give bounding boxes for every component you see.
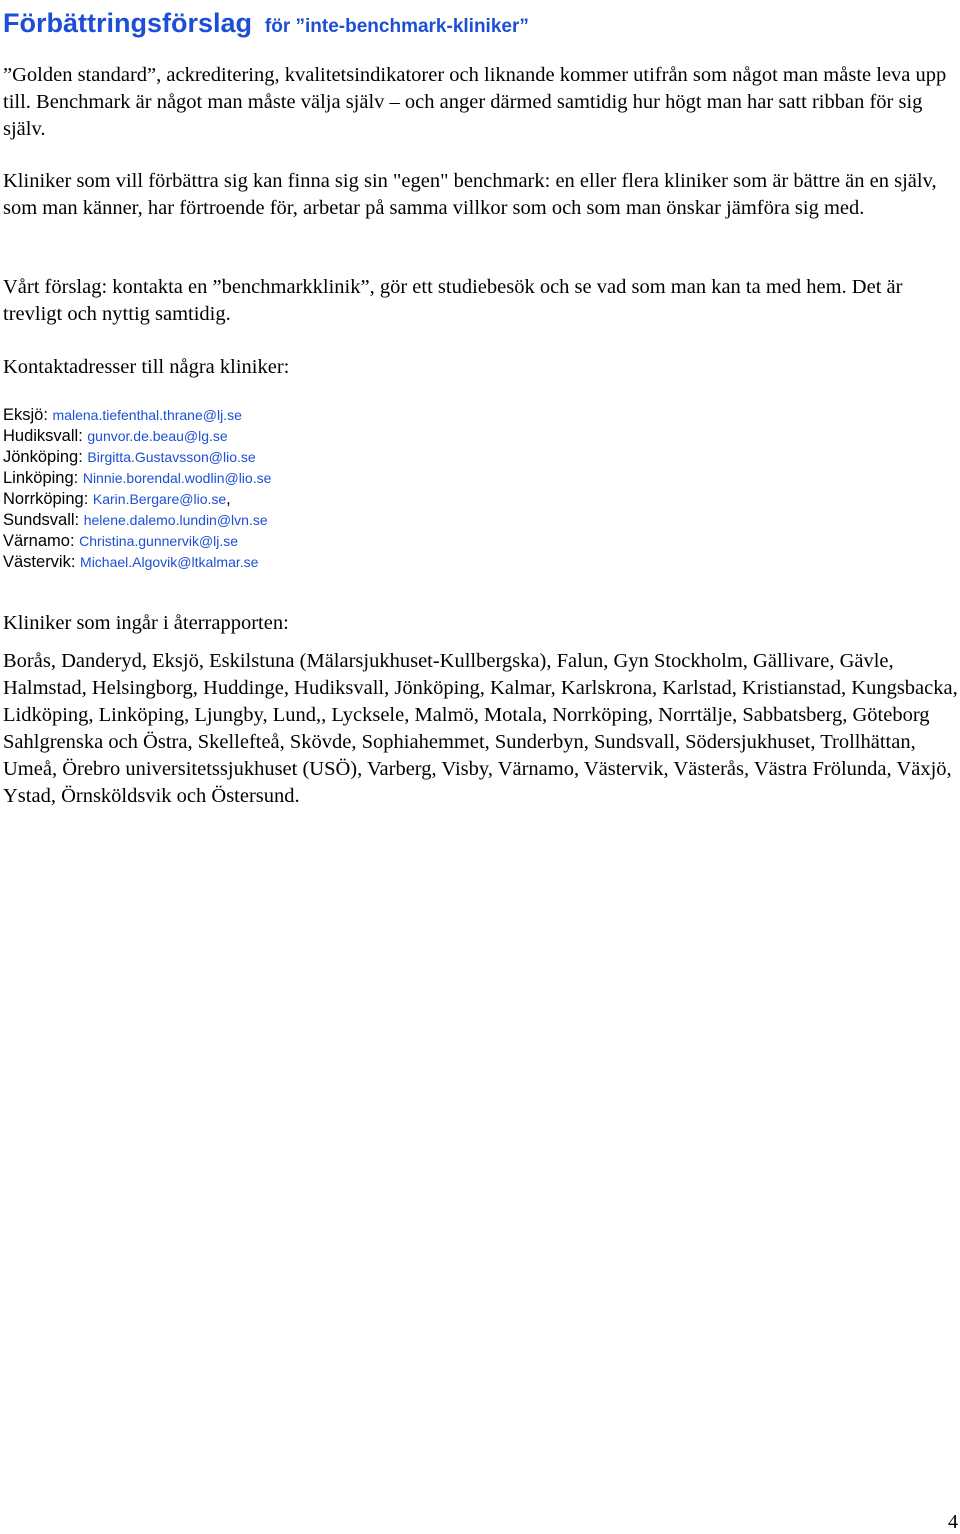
own-benchmark-paragraph: Kliniker som vill förbättra sig kan finna sig sin "egen" benchmark: en eller flera kliniker som är bättre än en själv, som man känner, har förtroende för, arbetar på samma villkor som och som man önskar jämföra sig med. xyxy=(3,170,937,219)
contact-city: Norrköping: xyxy=(3,490,89,508)
contact-email-link[interactable]: Birgitta.Gustavsson@lio.se xyxy=(87,449,256,465)
contact-city: Hudiksvall: xyxy=(3,427,83,445)
contact-suffix: , xyxy=(226,490,231,508)
contact-email-link[interactable]: malena.tiefenthal.thrane@lj.se xyxy=(52,407,242,423)
contact-item xyxy=(3,426,271,447)
contact-city: Sundsvall: xyxy=(3,511,80,529)
contact-list xyxy=(3,405,271,573)
contact-city: Linköping: xyxy=(3,469,79,487)
contact-item xyxy=(3,489,271,510)
page-number: 4 xyxy=(948,1511,958,1533)
contact-email-link[interactable]: Christina.gunnervik@lj.se xyxy=(79,533,239,549)
contact-city: Jönköping: xyxy=(3,448,83,466)
contacts-heading: Kontaktadresser till några kliniker: xyxy=(3,356,290,378)
included-clinics-list: Borås, Danderyd, Eksjö, Eskilstuna (Mälarsjukhuset-Kullbergska), Falun, Gyn Stockholm, Gällivare, Gävle, Halmstad, Helsingborg, Huddinge, Hudiksvall, Jönköping, Kalmar, Karlskrona, Karlstad, Kristianstad, Kungsbacka, Lidköping, Linköping, Ljungby, Lund,, Lycksele, Malmö, Motala, Norrköping, Norrtälje, Sabbatsberg, Göteborg Sahlgrenska och Östra, Skellefteå, Skövde, Sophiahemmet, Sunderbyn, Sundsvall, Södersjukhuset, Trollhättan, Umeå, Örebro universitetssjukhuset (USÖ), Varberg, Visby, Värnamo, Västervik, Västerås, Västra Frölunda, Växjö, Ystad, Örnsköldsvik och Östersund. xyxy=(3,650,958,807)
contact-item xyxy=(3,447,271,468)
contact-item xyxy=(3,405,271,426)
contact-city: Västervik: xyxy=(3,553,76,571)
contact-city: Eksjö: xyxy=(3,406,48,424)
contact-item xyxy=(3,510,271,531)
page-title xyxy=(3,3,529,40)
contact-email-link[interactable]: Ninnie.borendal.wodlin@lio.se xyxy=(82,470,272,486)
contact-email-link[interactable]: Michael.Algovik@ltkalmar.se xyxy=(80,554,259,570)
contact-item xyxy=(3,552,271,573)
contact-city: Värnamo: xyxy=(3,532,75,550)
contact-email-link[interactable]: gunvor.de.beau@lg.se xyxy=(87,428,228,444)
proposal-paragraph: Vårt förslag: kontakta en ”benchmarkklinik”, gör ett studiebesök och se vad som man kan ta med hem. Det är trevligt och nyttig samtidig. xyxy=(3,276,903,325)
contact-email-link[interactable]: Karin.Bergare@lio.se xyxy=(92,491,227,507)
title-main: Förbättringsförslag xyxy=(3,8,253,38)
title-subtitle: för ”inte-benchmark-kliniker” xyxy=(264,16,529,37)
contact-item xyxy=(3,531,271,552)
intro-paragraph: ”Golden standard”, ackreditering, kvalitetsindikatorer och liknande kommer utifrån som något man måste leva upp till. Benchmark är något man måste välja själv – och anger därmed samtidig hur högt man har satt ribban för sig själv. xyxy=(3,64,947,140)
contact-email-link[interactable]: helene.dalemo.lundin@lvn.se xyxy=(83,512,268,528)
contact-item xyxy=(3,468,271,489)
included-clinics-heading: Kliniker som ingår i återrapporten: xyxy=(3,612,289,634)
